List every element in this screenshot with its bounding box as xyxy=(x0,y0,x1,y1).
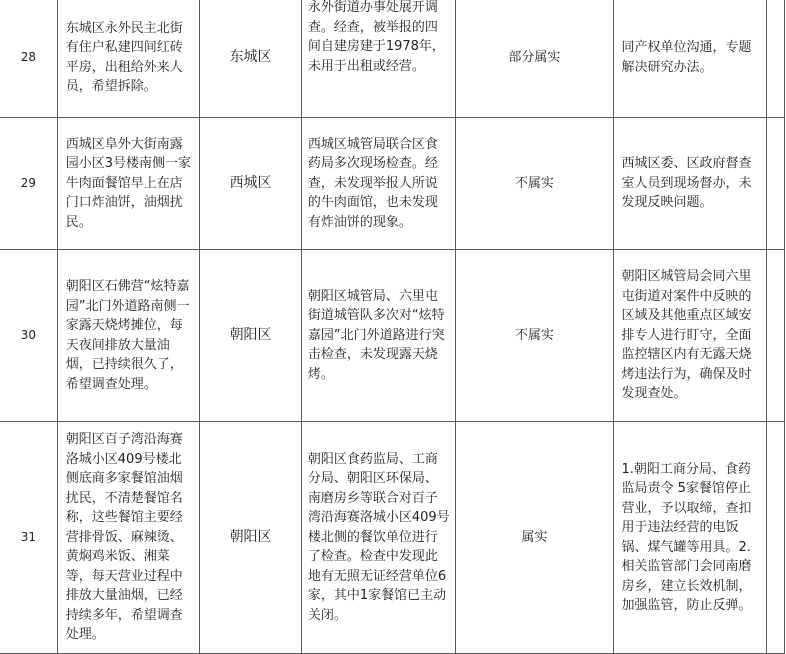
complaint-cell: 东城区永外民主北街有住户私建四间红砖平房，出租给外来人员，希望拆除。 xyxy=(57,0,200,118)
result-cell: 不属实 xyxy=(456,250,613,422)
process-cell: 朝阳区城管局、六里屯街道城管队多次对“炫特嘉园”北门外道路进行突击检查，未发现露天烧烤。 xyxy=(301,250,455,422)
district-cell: 朝阳区 xyxy=(200,422,302,654)
complaint-cell: 朝阳区百子湾沿海赛洛城小区409号楼北侧底商多家餐馆油烟扰民，不清楚餐馆名称，这些餐馆主要经营排骨饭、麻辣烫、黄焖鸡米饭、湘菜等，每天营业过程中排放大量油烟，已经持续多年，希望调查处理。 xyxy=(57,422,200,654)
row-number: 30 xyxy=(0,250,57,422)
measures-cell: 西城区委、区政府督查室人员到现场督办，未发现反映问题。 xyxy=(613,118,766,250)
complaint-cell: 西城区阜外大街南露园小区3号楼南侧一家牛肉面餐馆早上在店门口炸油饼，油烟扰民。 xyxy=(57,118,200,250)
district-cell: 朝阳区 xyxy=(200,250,302,422)
complaint-cell: 朝阳区石佛营“炫特嘉园”北门外道路南侧一家露天烧烤摊位，每天夜间排放大量油烟，已持续很久了，希望调查处理。 xyxy=(57,250,200,422)
row-number: 31 xyxy=(0,422,57,654)
table-row xyxy=(0,0,785,118)
row-number: 29 xyxy=(0,118,57,250)
process-cell: 西城区城管局联合区食药局多次现场检查。经查，未发现举报人所说的牛肉面馆，也未发现有炸油饼的现象。 xyxy=(301,118,455,250)
extra-cell xyxy=(766,250,784,422)
district-cell: 东城区 xyxy=(200,0,302,118)
result-cell: 属实 xyxy=(456,422,613,654)
process-cell: 朝阳区食药监局、工商分局、朝阳区环保局、南磨房乡等联合对百子湾沿海赛洛城小区409号楼北侧的餐饮单位进行了检查。检查中发现此地有无照无证经营单位6家，其中1家餐馆已主动关闭。 xyxy=(301,422,455,654)
measures-cell: 朝阳区城管局会同六里屯街道对案件中反映的区域及其他重点区域安排专人进行盯守，全面监控辖区内有无露天烧烤违法行为，确保及时发现查处。 xyxy=(613,250,766,422)
extra-cell xyxy=(766,0,784,118)
measures-cell: 1.朝阳工商分局、食药监局责令 5家餐馆停止营业，予以取缔，查扣用于违法经营的电饭锅、煤气罐等用具。2.相关监管部门会同南磨房乡，建立长效机制，加强监管，防止反弹。 xyxy=(613,422,766,654)
row-number: 28 xyxy=(0,0,57,118)
district-cell: 西城区 xyxy=(200,118,302,250)
extra-cell xyxy=(766,422,784,654)
result-cell: 不属实 xyxy=(456,118,613,250)
table-row xyxy=(0,250,785,422)
table-row xyxy=(0,422,785,654)
process-cell: 永外街道办事处展开调查。经查，被举报的四间自建房建于1978年，未用于出租或经营。 xyxy=(301,0,455,118)
result-cell: 部分属实 xyxy=(456,0,613,118)
measures-cell: 同产权单位沟通，专题解决研究办法。 xyxy=(613,0,766,118)
table-row xyxy=(0,118,785,250)
extra-cell xyxy=(766,118,784,250)
